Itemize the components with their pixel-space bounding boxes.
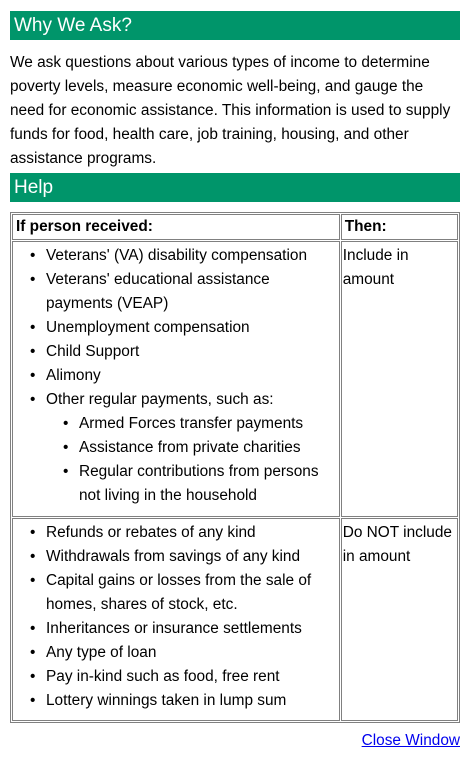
list-item-other-payments	[13, 388, 339, 508]
exclude-then-cell: Do NOT include in amount	[341, 518, 458, 721]
include-then-cell: Include in amount	[341, 241, 458, 517]
help-table	[10, 212, 460, 723]
column-header-then: Then:	[341, 214, 458, 240]
list-item: • Inheritances or insurance settlements	[13, 617, 339, 641]
list-item: • Alimony	[13, 364, 339, 388]
close-window-link[interactable]: Close Window	[361, 732, 460, 749]
sub-list-item: • Regular contributions from persons not living in the household	[46, 460, 339, 508]
include-items-cell	[12, 241, 340, 517]
list-item-label: Other regular payments, such as:	[46, 391, 274, 408]
table-header-row	[12, 214, 458, 240]
list-item: • Any type of loan	[13, 641, 339, 665]
sub-list-item: • Armed Forces transfer payments	[46, 412, 339, 436]
list-item: • Lottery winnings taken in lump sum	[13, 689, 339, 713]
sub-list-item: • Assistance from private charities	[46, 436, 339, 460]
list-item: • Unemployment compensation	[13, 316, 339, 340]
list-item: • Child Support	[13, 340, 339, 364]
list-item: • Pay in-kind such as food, free rent	[13, 665, 339, 689]
list-item: • Veterans' (VA) disability compensation	[13, 244, 339, 268]
exclude-items-cell	[12, 518, 340, 721]
list-item: • Refunds or rebates of any kind	[13, 521, 339, 545]
help-title: Help	[14, 177, 54, 198]
help-header	[10, 173, 460, 202]
list-item: • Withdrawals from savings of any kind	[13, 545, 339, 569]
table-row-exclude	[12, 518, 458, 721]
why-we-ask-text: We ask questions about various types of income to determine poverty levels, measure economic well-being, and gauge the need for economic assistance. This information is used to supply funds for food, health care, job training, housing, and other assistance programs.	[10, 54, 451, 167]
list-item: • Capital gains or losses from the sale of homes, shares of stock, etc.	[13, 569, 339, 617]
why-we-ask-title: Why We Ask?	[14, 15, 132, 36]
table-row-include	[12, 241, 458, 517]
column-header-received: If person received:	[12, 214, 340, 240]
other-payments-sublist	[46, 412, 339, 508]
exclude-items-list	[13, 519, 339, 713]
list-item: • Veterans' educational assistance payments (VEAP)	[13, 268, 339, 316]
include-items-list	[13, 242, 339, 508]
why-we-ask-header	[10, 11, 460, 40]
